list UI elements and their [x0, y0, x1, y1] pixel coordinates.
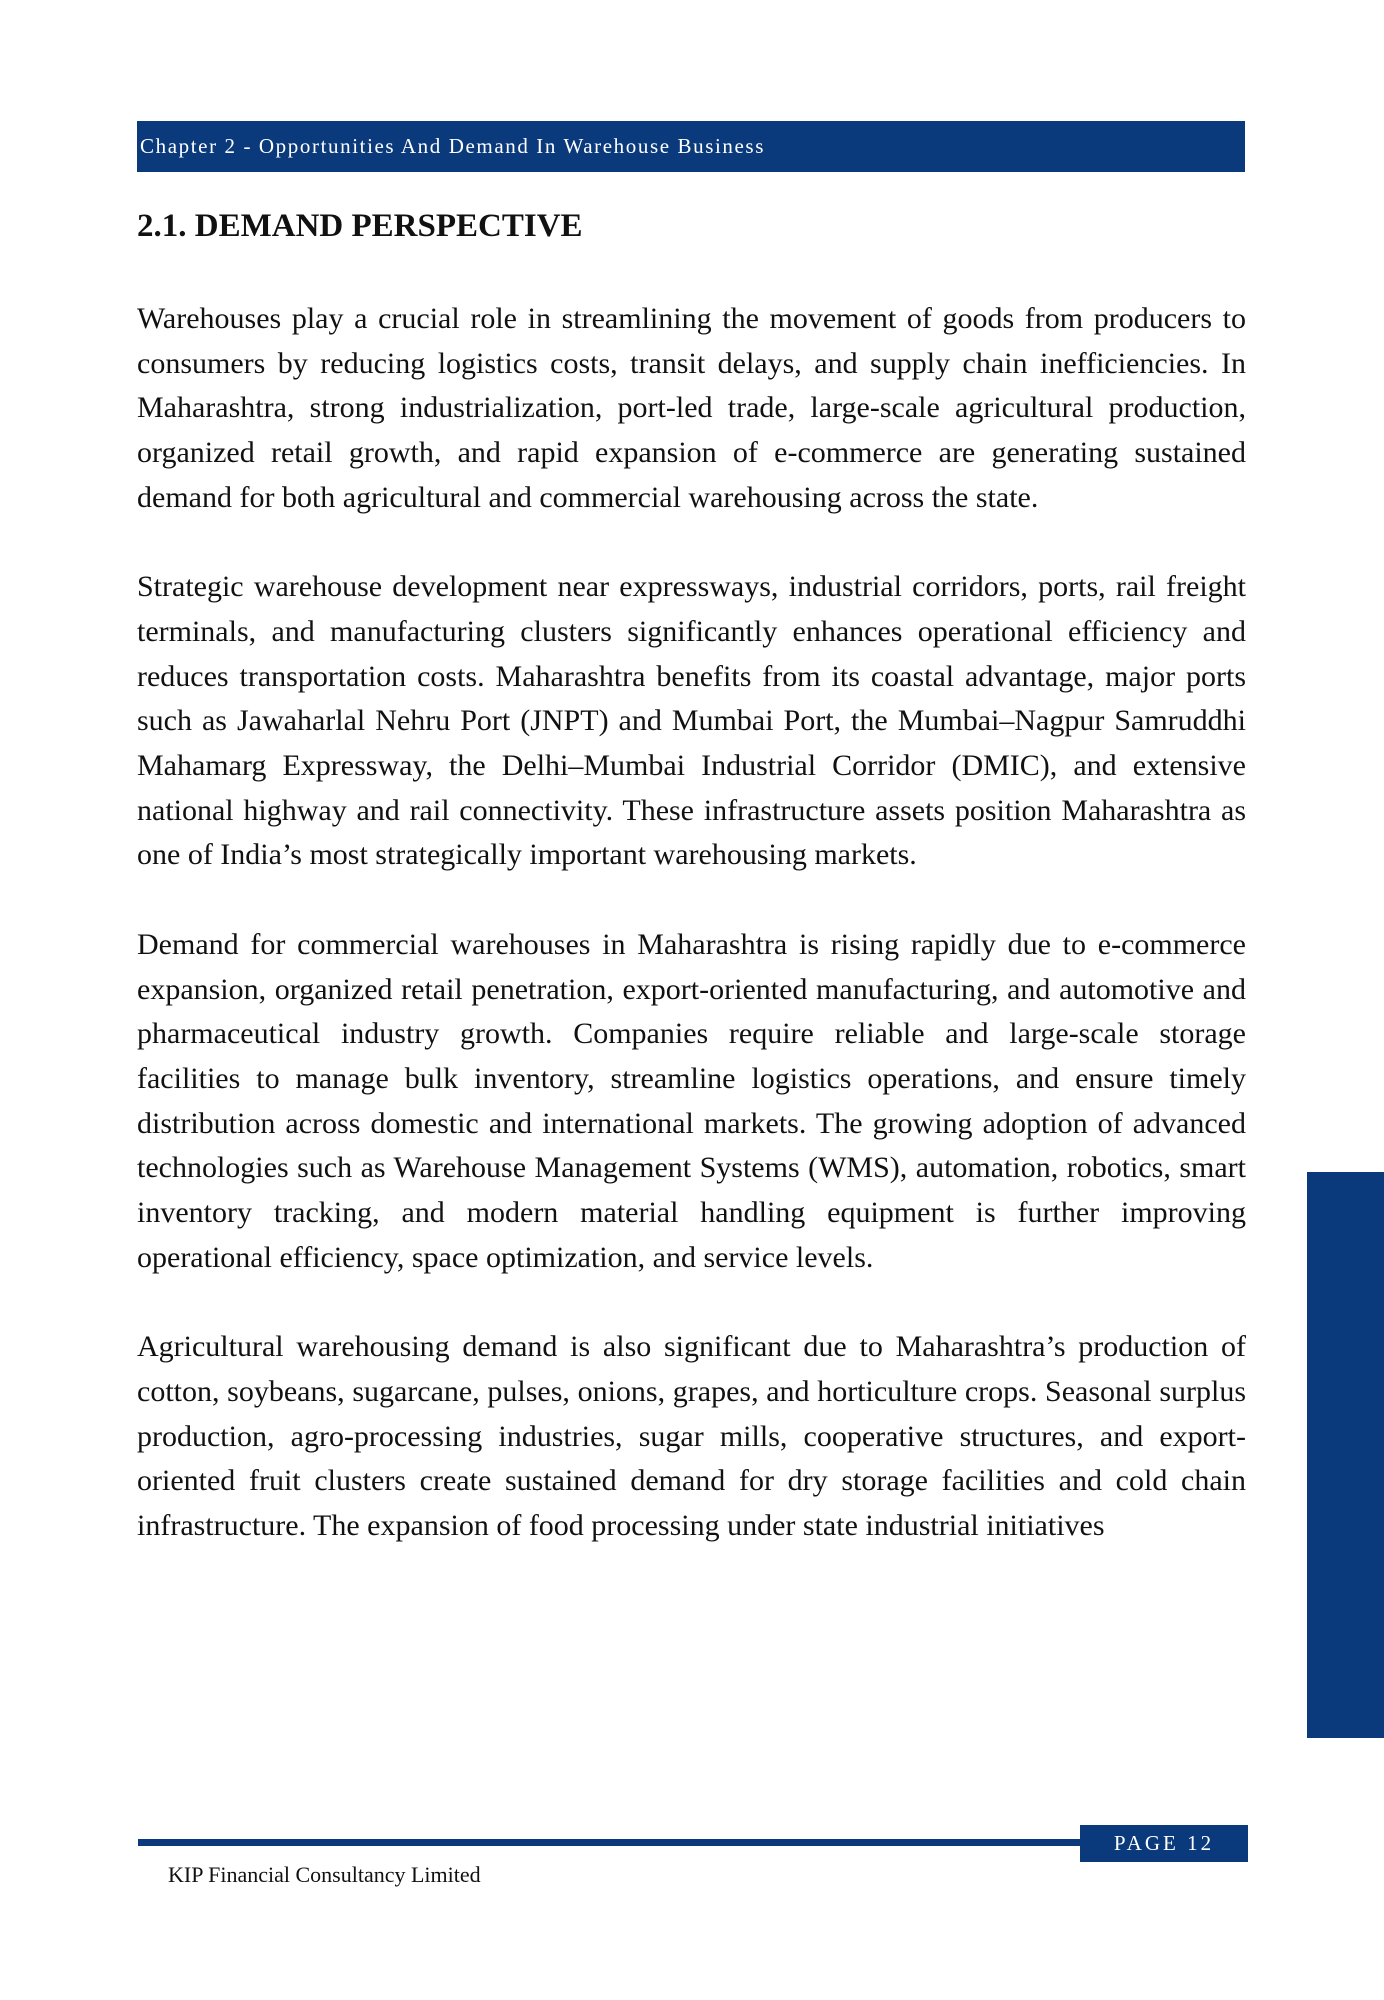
paragraph-1: Warehouses play a crucial role in streamlining the movement of goods from producers to consumers by reducing logistics costs, transit delays, and supply chain inefficiencies. In Maharashtra, strong industrialization, port-led trade, large-scale agricultural production, organized retail growth, and rapid expansion of e-commerce are generating sustained demand for both agricultural and commercial warehousing across the state. [137, 302, 1246, 514]
paragraph-2: Strategic warehouse development near expressways, industrial corridors, ports, rail freight terminals, and manufacturing clusters significantly enhances operational efficiency and reduces transportation costs. Maharashtra benefits from its coastal advantage, major ports such as Jawaharlal Nehru Port (JNPT) and Mumbai Port, the Mumbai–Nagpur Samruddhi Mahamarg Expressway, the Delhi–Mumbai Industrial Corridor (DMIC), and extensive national highway and rail connectivity. These infrastructure assets position Maharashtra as one of India’s most strategically important warehousing markets. [137, 570, 1246, 872]
paragraph-3: Demand for commercial warehouses in Maharashtra is rising rapidly due to e-commerce expansion, organized retail penetration, export-oriented manufacturing, and automotive and pharmaceutical industry growth. Companies require reliable and large-scale storage facilities to manage bulk inventory, streamline logistics operations, and ensure timely distribution across domestic and international markets. The growing adoption of advanced technologies such as Warehouse Management Systems (WMS), automation, robotics, smart inventory tracking, and modern material handling equipment is further improving operational efficiency, space optimization, and service levels. [137, 927, 1246, 1274]
section-heading: 2.1. DEMAND PERSPECTIVE [137, 208, 583, 244]
footer-company-name: KIP Financial Consultancy Limited [168, 1862, 481, 1887]
page-number-badge [1080, 1825, 1248, 1862]
side-edge-tab [1307, 1172, 1384, 1738]
chapter-title: Chapter 2 - Opportunities And Demand In Warehouse Business [140, 134, 765, 158]
footer-rule [138, 1839, 1082, 1846]
page-number: PAGE 12 [1113, 1831, 1215, 1855]
body-text [137, 297, 1246, 1593]
chapter-header-bar [137, 121, 1245, 172]
paragraph-4: Agricultural warehousing demand is also significant due to Maharashtra’s production of cotton, soybeans, sugarcane, pulses, onions, grapes, and horticulture crops. Seasonal surplus production, agro-processing industries, sugar mills, cooperative structures, and export-oriented fruit clusters create sustained demand for dry storage facilities and cold chain infrastructure. The expansion of food processing under state industrial initiatives [137, 1330, 1246, 1542]
